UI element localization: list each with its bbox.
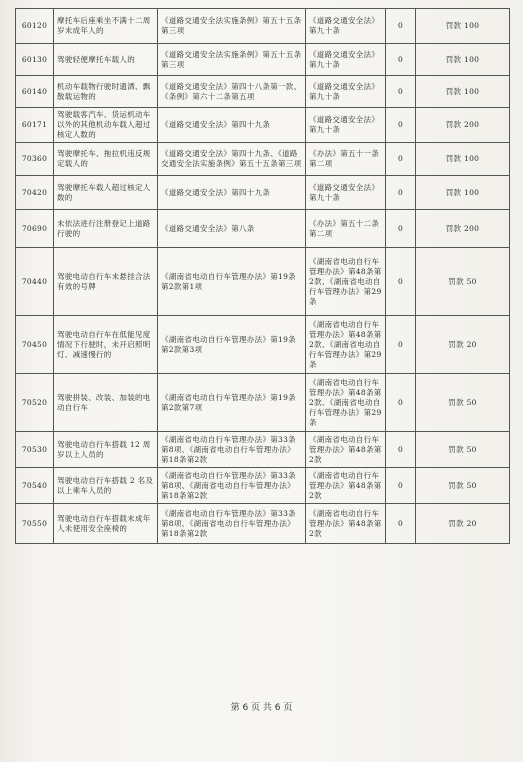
violation-cell: 机动车载物行驶时遗洒、飘散载运物的	[54, 76, 158, 108]
legal-basis-cell: 《湖南省电动自行车管理办法》第19条第2款第7项	[158, 374, 306, 432]
legal-basis-cell: 《湖南省电动自行车管理办法》第33条第8项、《湖南省电动自行车管理办法》第18条第2款	[158, 468, 306, 504]
code-cell: 70440	[16, 248, 54, 316]
penalty-cell: 罚款 100	[416, 44, 510, 76]
penalty-basis-cell: 《道路交通安全法》第九十条	[306, 176, 386, 210]
table-row	[16, 316, 510, 374]
violation-cell: 驾驶电动自行车未悬挂合法有效的号牌	[54, 248, 158, 316]
violation-cell: 驾驶电动自行车搭载未成年人未使用安全座椅的	[54, 504, 158, 544]
penalty-basis-cell: 《湖南省电动自行车管理办法》第48条第2款	[306, 432, 386, 468]
penalty-cell: 罚款 100	[416, 143, 510, 176]
violation-table-body	[16, 9, 510, 544]
legal-basis-cell: 《道路交通安全法实施条例》第五十五条第三项	[158, 9, 306, 44]
code-cell: 70690	[16, 210, 54, 248]
penalty-cell: 罚款 100	[416, 176, 510, 210]
penalty-cell: 罚款 20	[416, 504, 510, 544]
violation-table	[15, 8, 510, 544]
penalty-cell: 罚款 20	[416, 316, 510, 374]
table-row	[16, 176, 510, 210]
violation-cell: 摩托车后座乘坐不满十二周岁未成年人的	[54, 9, 158, 44]
violation-cell: 驾驶摩托车载人超过核定人数的	[54, 176, 158, 210]
penalty-basis-cell: 《道路交通安全法》第九十条	[306, 76, 386, 108]
legal-basis-cell: 《道路交通安全法实施条例》第五十五条第三项	[158, 44, 306, 76]
points-cell: 0	[386, 432, 416, 468]
penalty-basis-cell: 《湖南省电动自行车管理办法》第48条第2款、《湖南省电动自行车管理办法》第29条	[306, 374, 386, 432]
points-cell: 0	[386, 248, 416, 316]
code-cell: 70450	[16, 316, 54, 374]
legal-basis-cell: 《道路交通安全法》第四十九条	[158, 176, 306, 210]
points-cell: 0	[386, 143, 416, 176]
points-cell: 0	[386, 316, 416, 374]
table-row	[16, 210, 510, 248]
code-cell: 70530	[16, 432, 54, 468]
violation-cell: 未依法进行注册登记上道路行驶的	[54, 210, 158, 248]
table-row	[16, 504, 510, 544]
page-footer: 第 6 页 共 6 页	[230, 703, 293, 713]
penalty-cell: 罚款 200	[416, 108, 510, 143]
penalty-cell: 罚款 50	[416, 248, 510, 316]
table-row	[16, 248, 510, 316]
table-row	[16, 468, 510, 504]
violation-cell: 驾驶轻便摩托车载人的	[54, 44, 158, 76]
points-cell: 0	[386, 176, 416, 210]
penalty-basis-cell: 《湖南省电动自行车管理办法》第48条第2款	[306, 468, 386, 504]
penalty-basis-cell: 《道路交通安全法》第九十条	[306, 44, 386, 76]
penalty-cell: 罚款 50	[416, 468, 510, 504]
penalty-cell: 罚款 200	[416, 210, 510, 248]
table-row	[16, 76, 510, 108]
penalty-basis-cell: 《办法》第五十一条第二项	[306, 143, 386, 176]
code-cell: 70360	[16, 143, 54, 176]
violation-cell: 驾驶电动自行车搭载 12 周岁以上人员的	[54, 432, 158, 468]
penalty-cell: 罚款 100	[416, 9, 510, 44]
legal-basis-cell: 《道路交通安全法》第四十九条、《道路交通安全法实施条例》第五十五条第三项	[158, 143, 306, 176]
penalty-basis-cell: 《湖南省电动自行车管理办法》第48条第2款、《湖南省电动自行车管理办法》第29条	[306, 316, 386, 374]
penalty-cell: 罚款 100	[416, 76, 510, 108]
legal-basis-cell: 《道路交通安全法》第四十八条第一款、《条例》第六十二条第五项	[158, 76, 306, 108]
code-cell: 70550	[16, 504, 54, 544]
points-cell: 0	[386, 76, 416, 108]
table-row	[16, 44, 510, 76]
legal-basis-cell: 《湖南省电动自行车管理办法》第19条第2款第1项	[158, 248, 306, 316]
penalty-basis-cell: 《湖南省电动自行车管理办法》第48条第2款	[306, 504, 386, 544]
penalty-cell: 罚款 50	[416, 374, 510, 432]
table-row	[16, 9, 510, 44]
violation-cell: 驾驶摩托车、拖拉机违反规定载人的	[54, 143, 158, 176]
code-cell: 70520	[16, 374, 54, 432]
table-row	[16, 108, 510, 143]
penalty-cell: 罚款 50	[416, 432, 510, 468]
legal-basis-cell: 《湖南省电动自行车管理办法》第33条第8项、《湖南省电动自行车管理办法》第18条第2款	[158, 504, 306, 544]
points-cell: 0	[386, 9, 416, 44]
violation-cell: 驾驶载客汽车、货运机动车以外的其他机动车载人超过核定人数的	[54, 108, 158, 143]
legal-basis-cell: 《湖南省电动自行车管理办法》第19条第2款第3项	[158, 316, 306, 374]
points-cell: 0	[386, 210, 416, 248]
violation-cell: 驾驶拼装、改装、加装的电动自行车	[54, 374, 158, 432]
points-cell: 0	[386, 468, 416, 504]
table-row	[16, 143, 510, 176]
code-cell: 60171	[16, 108, 54, 143]
code-cell: 70420	[16, 176, 54, 210]
violation-cell: 驾驶电动自行车在低能见度情况下行驶时，未开启照明灯、减速慢行的	[54, 316, 158, 374]
points-cell: 0	[386, 44, 416, 76]
table-row	[16, 374, 510, 432]
code-cell: 60140	[16, 76, 54, 108]
legal-basis-cell: 《湖南省电动自行车管理办法》第33条第8项、《湖南省电动自行车管理办法》第18条第2款	[158, 432, 306, 468]
code-cell: 60120	[16, 9, 54, 44]
table-row	[16, 432, 510, 468]
penalty-basis-cell: 《道路交通安全法》第九十条	[306, 108, 386, 143]
points-cell: 0	[386, 108, 416, 143]
code-cell: 70540	[16, 468, 54, 504]
legal-basis-cell: 《道路交通安全法》第八条	[158, 210, 306, 248]
points-cell: 0	[386, 504, 416, 544]
code-cell: 60130	[16, 44, 54, 76]
penalty-basis-cell: 《湖南省电动自行车管理办法》第48条第2款、《湖南省电动自行车管理办法》第29条	[306, 248, 386, 316]
penalty-basis-cell: 《道路交通安全法》第九十条	[306, 9, 386, 44]
violation-cell: 驾驶电动自行车搭载 2 名及以上乘车人员的	[54, 468, 158, 504]
penalty-basis-cell: 《办法》第五十二条第二项	[306, 210, 386, 248]
points-cell: 0	[386, 374, 416, 432]
legal-basis-cell: 《道路交通安全法》第四十九条	[158, 108, 306, 143]
